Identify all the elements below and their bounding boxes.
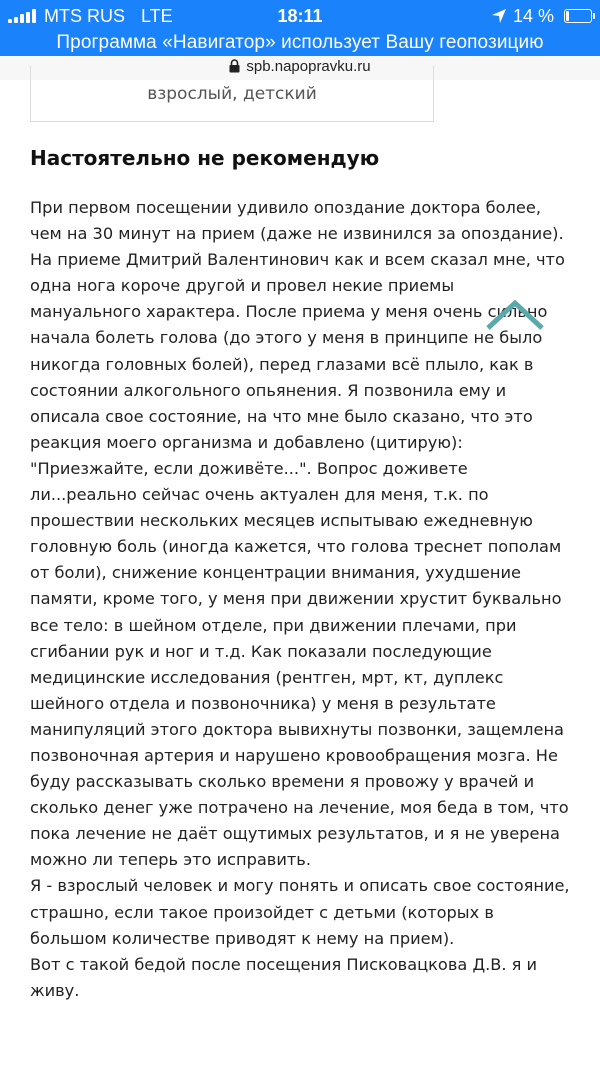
location-banner[interactable]: Программа «Навигатор» использует Вашу геопозицию bbox=[0, 32, 600, 56]
network-type: LTE bbox=[141, 6, 173, 26]
navigation-arrow-icon bbox=[491, 8, 507, 24]
status-time: 18:11 bbox=[277, 6, 323, 26]
review-title: Настоятельно не рекомендую bbox=[30, 146, 380, 170]
card-value: взрослый, детский bbox=[147, 84, 317, 104]
status-right bbox=[491, 5, 592, 27]
battery-icon bbox=[564, 9, 592, 23]
status-bar bbox=[0, 0, 600, 32]
review-paragraph: При первом посещении удивило опоздание доктора более, чем на 30 минут на прием (даже не извинился за опоздание). На приеме Дмитрий Валентинович как и всем сказал мне, что одна нога короче другой и провел некие приемы мануального характера. После приема у меня очень сильно начала болеть голова (до этого у меня в принципе не было никогда головных болей), перед глазами всё плыло, как в состоянии алкогольного опьянения. Я позвонила ему и описала свое состояние, на что мне было сказано, что это реакция моего организма и добавлено (цитирую): "Приезжайте, если доживёте...". Вопрос доживете ли...реально сейчас очень актуален для меня, т.к. по прошествии нескольких месяцев испытываю ежедневную головную боль (иногда кажется, что голова треснет пополам от боли), снижение концентрации внимания, ухудшение памяти, кроме того, у меня при движении хрустит буквально все тело: в шейном отделе, при движении плечами, при сгибании рук и ног и т.д. Как показали последующие медицинские исследования (рентген, мрт, кт, дуплекс шейного отдела и позвоночника) у меня в результате манипуляций этого доктора вывихнуты позвонки, защемлена позвоночная артерия и нарушено кровообращения мозга. Не буду рассказывать сколько времени я провожу у врачей и сколько денег уже потрачено на лечение, моя беда в том, что пока лечение не даёт ощутимых результатов, и я не уверена можно ли теперь это исправить. bbox=[30, 198, 569, 870]
url-domain: spb.napopravku.ru bbox=[246, 58, 371, 75]
chevron-up-icon bbox=[484, 296, 546, 332]
battery-percent: 14 % bbox=[512, 6, 554, 26]
info-card bbox=[30, 66, 434, 122]
review-paragraph: Вот с такой бедой после посещения Писковацкова Д.В. я и живу. bbox=[30, 954, 538, 1000]
scroll-to-top-button[interactable] bbox=[484, 296, 546, 332]
battery-fill bbox=[566, 11, 569, 21]
carrier-name: MTS RUS bbox=[44, 6, 125, 26]
review-paragraph: Я - взрослый человек и могу понять и описать свое состояние, страшно, если такое произойдет с детьми (которых в большом количестве приводят к нему на прием). bbox=[30, 876, 570, 948]
